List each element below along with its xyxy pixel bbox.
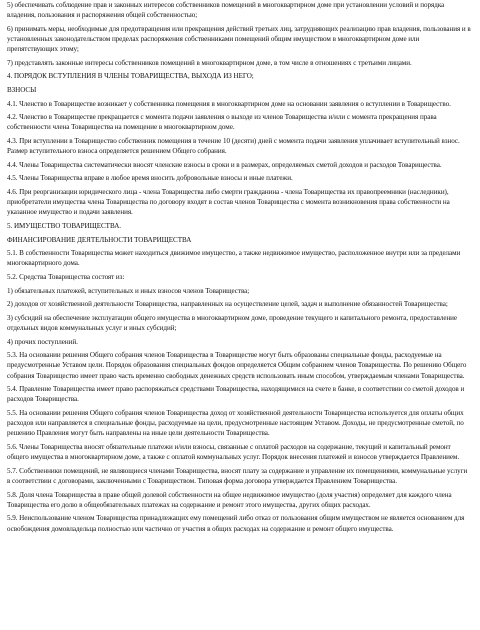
paragraph: 5.5. На основании решения Общего собрания членов Товарищества доход от хозяйственной деятельности Товарищества используется для оплаты общих расходов или направляется в специальные фонды, расходуемые на цели, предусмотренные настоящим Уставом. Доходы, не предусмотренные сметой, по решению Правления могут быть направлены на иные цели деятельности Товарищества. [7, 408, 464, 438]
paragraph: 4.1. Членство в Товариществе возникает у собственника помещения в многоквартирном доме на основании заявления о вступлении в Товарищество. [7, 99, 451, 108]
paragraph: 5.3. На основании решения Общего собрания членов Товарищества в Товариществе могут быть образованы специальные фонды, расходуемые на предусмотренные Уставом цели. Порядок образования специальных фондов определяется Общим собранием членов Товарищества. По решению Общего собрания Товарищество имеет право часть временно свободных денежных средств использовать иным способом, утверждаемым членами Товарищества. [7, 351, 467, 380]
paragraph: 5.1. В собственности Товарищества может находиться движимое имущество, а также недвижимое имущество, расположенное внутри или за пределами многоквартирного дома. [7, 249, 461, 268]
paragraph: 4) прочих поступлений. [7, 337, 78, 346]
paragraph: 5.2. Средства Товарищества состоят из: [7, 272, 125, 281]
paragraph: 4.4. Члены Товарищества систематически вносят членские взносы в сроки и в размерах, определяемых сметой доходов и расходов Товарищества. [7, 160, 442, 169]
section-heading: ФИНАНСИРОВАНИЕ ДЕЯТЕЛЬНОСТИ ТОВАРИЩЕСТВА [7, 235, 192, 244]
paragraph: 1) обязательных платежей, вступительных и иных взносов членов Товарищества; [7, 286, 250, 295]
paragraph: 5.7. Собственники помещений, не являющиеся членами Товарищества, вносят плату за содержание и управление их помещениями, коммунальные услуги в соответствии с договорами, заключенными с Товариществом. Типовая форма договора утверждается Правлением Товарищества. [7, 466, 468, 485]
paragraph: 7) представлять законные интересы собственников помещений в многоквартирном доме, в том числе в отношениях с третьими лицами. [7, 58, 412, 67]
section-heading: 4. ПОРЯДОК ВСТУПЛЕНИЯ В ЧЛЕНЫ ТОВАРИЩЕСТВА, ВЫХОДА ИЗ НЕГО; [7, 72, 254, 81]
section-heading: 5. ИМУЩЕСТВО ТОВАРИЩЕСТВА. [7, 221, 122, 230]
paragraph: 4.6. При реорганизации юридического лица - члена Товарищества либо смерти гражданина - члена Товарищества их правопреемники (наследники), приобретатели имущества члена Товарищества по договору входят в состав членов Товарищества с момента возникновения права собственности на указанное имущество и подачи заявления. [7, 187, 450, 217]
paragraph: 6) принимать меры, необходимые для предотвращения или прекращения действий третьих лиц, затрудняющих реализацию прав владения, пользования и в установленных законодательством пределах распоряжения собственниками помещений общим имуществом в многоквартирном доме или препятствующих этому; [7, 24, 471, 54]
paragraph: 5.4. Правление Товарищества имеет право распоряжаться средствами Товарищества, находящимися на счете в банке, в соответствии со сметой доходов и расходов Товарищества. [7, 385, 465, 404]
paragraph: 3) субсидий на обеспечение эксплуатации общего имущества в многоквартирном доме, проведение текущего и капитального ремонта, предоставление отдельных видов коммунальных услуг и иных субсидий; [7, 313, 458, 332]
paragraph: 4.5. Члены Товарищества вправе в любое время вносить добровольные взносы и иные платежи. [7, 174, 293, 183]
section-heading: ВЗНОСЫ [7, 85, 37, 94]
paragraph: 4.2. Членство в Товариществе прекращается с момента подачи заявления о выходе из членов Товарищества и/или с момента прекращения права собственности члена Товарищества на помещение в многоквартирном доме. [7, 113, 437, 132]
paragraph: 5.9. Неиспользование членом Товарищества принадлежащих ему помещений либо отказ от пользования общим имуществом не является основанием для освобождения домовладельца полностью или частично от участия в общих расходах на содержание и ремонт общего имущества. [7, 514, 465, 533]
paragraph: 2) доходов от хозяйственной деятельности Товарищества, направленных на осуществление целей, задач и выполнение обязанностей Товарищества; [7, 300, 448, 309]
paragraph: 5.8. Доля члена Товарищества в праве общей долевой собственности на общее недвижимое имущество (доля участия) определяет для каждого члена Товарищества его долю в общеобязательных платежах на содержание и ремонт этого имущества, других общих расходах. [7, 490, 452, 509]
paragraph: 5.6. Члены Товарищества вносят обязательные платежи и/или взносы, связанные с оплатой расходов на содержание, текущий и капитальный ремонт общего имущества в многоквартирном доме, а также с оплатой коммунальных услуг. Порядок внесения платежей и взносов утверждается Правлением. [7, 442, 460, 462]
paragraph: 5) обеспечивать соблюдение прав и законных интересов собственников помещений в многоквартирном доме при установлении условий и порядка владения, пользования и распоряжения общей собственностью; [7, 1, 445, 20]
paragraph: 4.3. При вступлении в Товарищество собственник помещения в течение 10 (десяти) дней с момента подачи заявления уплачивает вступительный взнос. Размер вступительного взноса определяется решением Общего собрания. [7, 136, 460, 156]
